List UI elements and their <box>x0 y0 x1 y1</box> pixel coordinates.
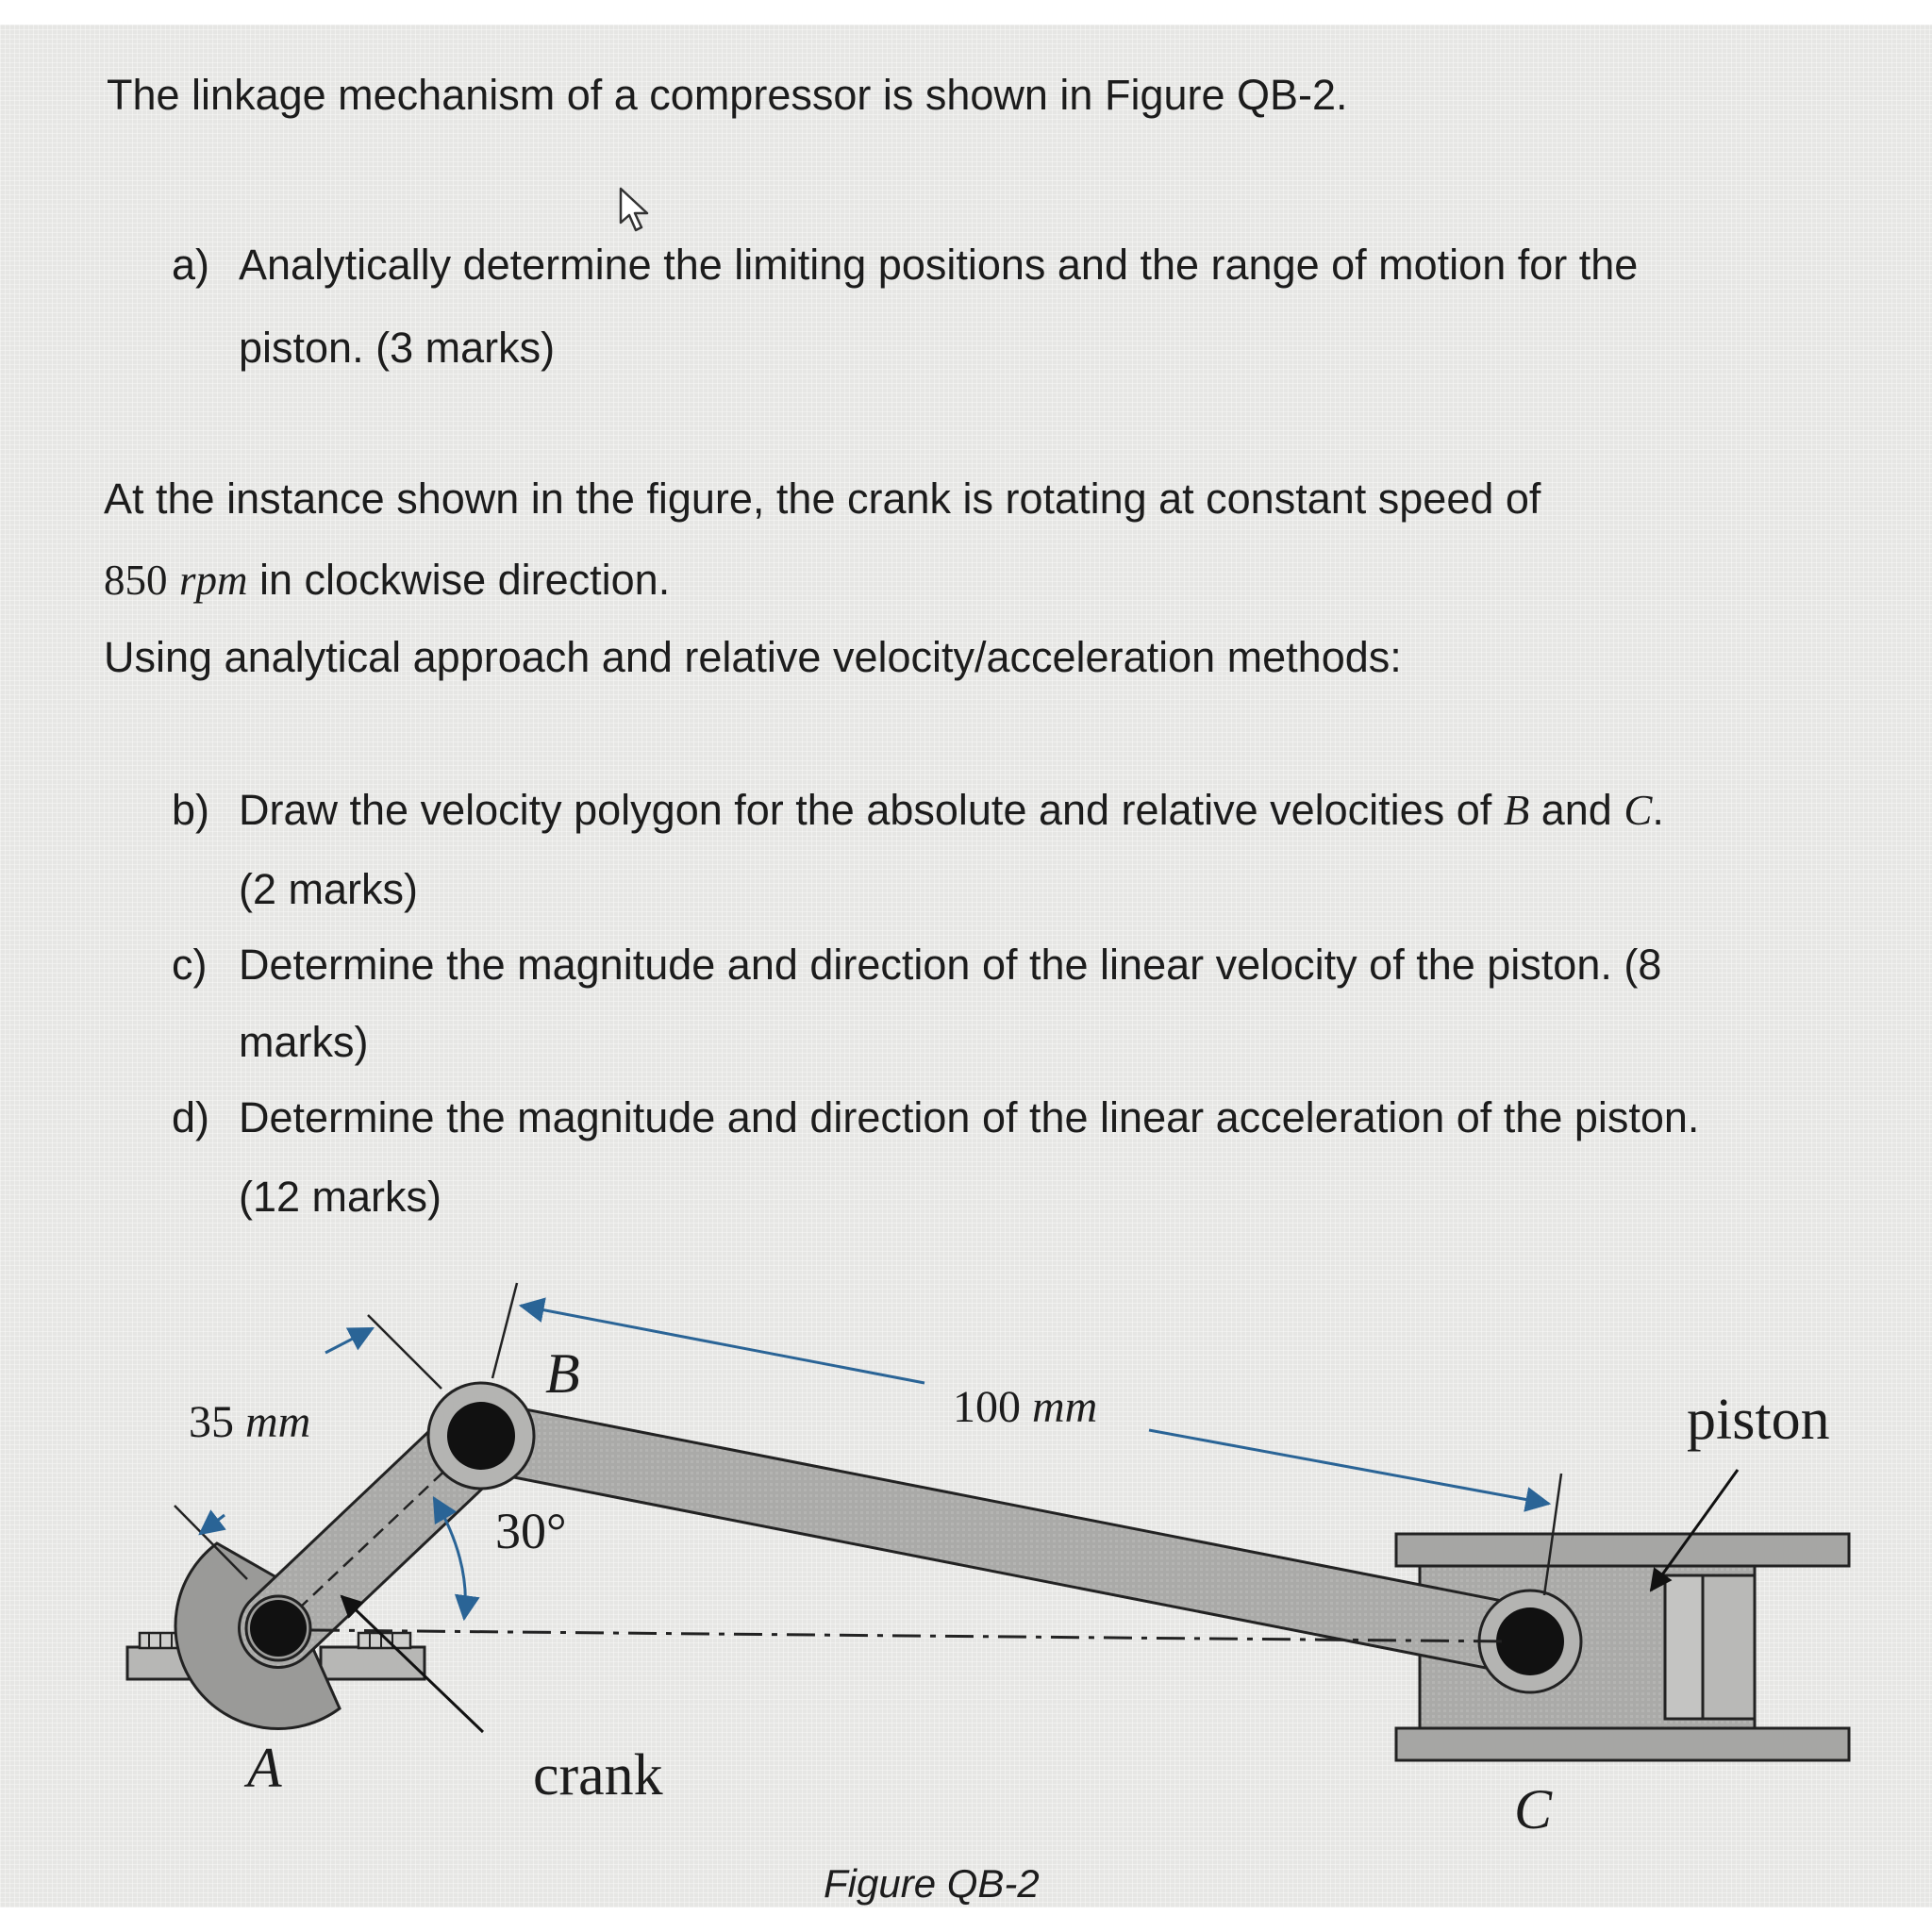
direction-text: in clockwise direction. <box>247 556 671 604</box>
instance-line2 <box>104 558 670 602</box>
cylinder-wall-top <box>1396 1534 1849 1566</box>
mouse-pointer-icon <box>618 187 656 236</box>
label-angle: 30° <box>495 1503 567 1559</box>
figure-qb-2 <box>0 1251 1932 1907</box>
part-c-line1: Determine the magnitude and direction of the linear velocity of the piston. (8 <box>239 941 1662 989</box>
part-c-line2: marks) <box>239 1018 369 1066</box>
part-a-line1: Analytically determine the limiting positions and the range of motion for the <box>239 241 1639 289</box>
speed-unit: rpm <box>179 557 248 604</box>
label-point-a: A <box>247 1737 282 1799</box>
document-sheet <box>0 25 1932 1907</box>
pin-joint-a <box>246 1596 310 1660</box>
part-b-and: and <box>1529 786 1624 834</box>
part-d-letter: d) <box>172 1093 210 1141</box>
figure-caption: Figure QB-2 <box>824 1861 1040 1906</box>
label-point-b: B <box>545 1342 580 1405</box>
instance-line1: At the instance shown in the figure, the crank is rotating at constant speed of <box>104 475 1541 523</box>
part-d-line1: Determine the magnitude and direction of the linear acceleration of the piston. <box>239 1093 1700 1141</box>
pin-joint-b <box>428 1383 534 1489</box>
part-d-line2: (12 marks) <box>239 1173 442 1221</box>
ground-support-right <box>321 1633 425 1679</box>
dim-crank-value: 35 <box>189 1397 234 1447</box>
point-b-var: B <box>1503 787 1530 834</box>
part-a-letter: a) <box>172 241 210 289</box>
dim-rod-value: 100 <box>953 1382 1021 1432</box>
label-crank: crank <box>533 1743 663 1807</box>
dim-crank-unit: mm <box>245 1397 311 1447</box>
intro-text: The linkage mechanism of a compressor is shown in Figure QB-2. <box>107 71 1348 119</box>
point-c-var: C <box>1624 787 1653 834</box>
part-c-letter: c) <box>172 941 208 989</box>
label-dim-crank <box>189 1397 311 1447</box>
dim-rod-unit: mm <box>1032 1382 1098 1432</box>
part-b-period: . <box>1652 786 1664 834</box>
part-b-line1 <box>239 786 1664 834</box>
label-point-c: C <box>1514 1778 1553 1840</box>
cylinder-wall-bottom <box>1396 1728 1849 1760</box>
speed-value: 850 <box>104 557 168 604</box>
label-piston: piston <box>1687 1388 1830 1452</box>
connecting-rod <box>481 1436 1530 1641</box>
part-a-line2: piston. (3 marks) <box>239 324 556 372</box>
part-b-letter: b) <box>172 786 210 834</box>
part-b-line2: (2 marks) <box>239 865 418 913</box>
label-dim-rod <box>953 1382 1098 1432</box>
part-b-text: Draw the velocity polygon for the absolute and relative velocities of <box>239 786 1504 834</box>
linkage-diagram <box>0 1251 1932 1907</box>
instance-line3: Using analytical approach and relative velocity/acceleration methods: <box>104 633 1402 681</box>
